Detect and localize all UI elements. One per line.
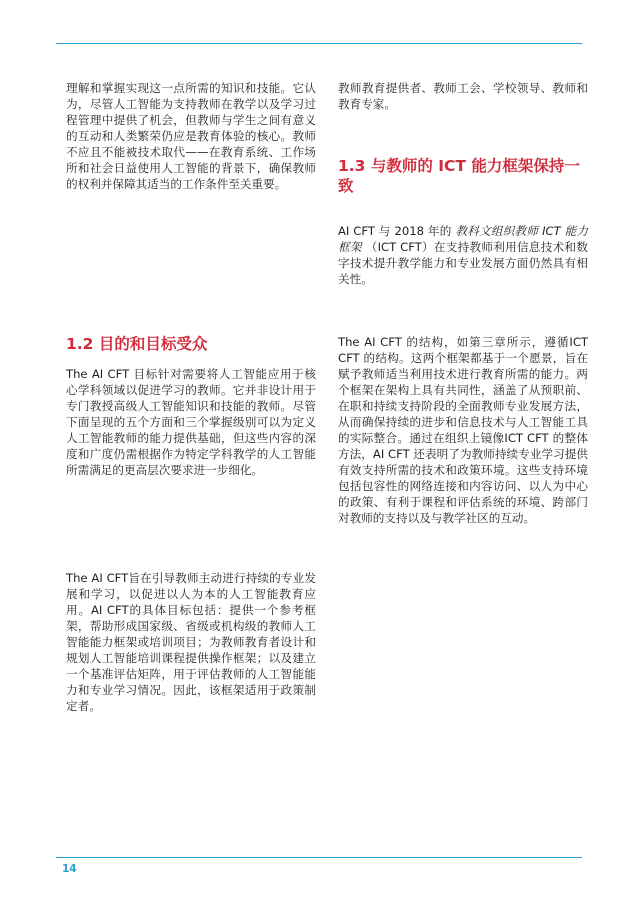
right-para-3	[338, 334, 588, 526]
left-para-3	[66, 570, 316, 714]
left-heading-1-2	[66, 334, 316, 354]
left-para-2	[66, 366, 316, 478]
text-run: （ICT CFT）在支持教师利用信息技术和数字技术提升教学能力和专业发展方面仍然具有相关性。	[338, 240, 588, 286]
body-text	[338, 223, 588, 287]
body-text: 理解和掌握实现这一点所需的知识和技能。它认为，尽管人工智能为支持教师在教学以及学习过程管理中提供了机会，但教师与学生之间有意义的互动和人类繁荣仍应是教育体验的核心。教师不应且不能被技术取代——在教育系统、工作场所和社会日益使用人工智能的背景下，确保教师的权利并保障其适当的工作条件至关重要。	[66, 81, 316, 191]
framework-title: 教科文组织教师 ICT 能力框架	[338, 224, 589, 254]
top-rule	[56, 43, 582, 44]
right-heading-1-3	[338, 156, 588, 196]
right-para-2	[338, 223, 588, 287]
body-text: The AI CFT旨在引导教师主动进行持续的专业发展和学习，以促进以人为本的人工智能教育应用。AI CFT的具体目标包括：提供一个参考框架，帮助形成国家级、省级或机构级的教师人工智能能力框架或培训项目；为教师教育者设计和规划人工智能培训课程提供操作框架；以及建立一个基准评估矩阵，用于评估教师的人工智能能力和专业学习情况。因此，该框架适用于政策制定者。	[66, 571, 316, 713]
bottom-rule	[56, 857, 582, 858]
right-para-1	[338, 80, 588, 112]
page-number: 14	[62, 863, 77, 875]
body-text: 教师教育提供者、教师工会、学校领导、教师和教育专家。	[338, 81, 588, 111]
section-heading: 1.3 与教师的 ICT 能力框架保持一致	[338, 157, 580, 195]
left-para-1	[66, 80, 316, 192]
text-run: AI CFT 与 2018 年的	[338, 224, 456, 238]
section-heading: 1.2 目的和目标受众	[66, 335, 208, 353]
body-text: The AI CFT 目标针对需要将人工智能应用于核心学科领域以促进学习的教师。它并非设计用于专门教授高级人工智能知识和技能的教师。尽管下面呈现的五个方面和三个掌握级别可以为定义人工智能教师的能力提供基础，但这些内容的深度和广度仍需根据作为特定学科教学的人工智能所需满足的更高层次要求进一步细化。	[66, 367, 316, 477]
body-text: The AI CFT 的结构，如第三章所示，遵循ICT CFT 的结构。这两个框架都基于一个愿景，旨在赋予教师适当利用技术进行教育所需的能力。两个框架在架构上具有共同性，涵盖了从预职前、在职和持续支持阶段的全面教师专业发展方法，从而确保持续的进步和信息技术与人工智能工具的实际整合。通过在组织上镜像ICT CFT 的整体方法，AI CFT 还表明了为教师持续专业学习提供有效支持所需的技术和政策环境。这些支持环境包括包容性的网络连接和内容访问、以人为中心的政策、有利于课程和评估系统的环境、跨部门对教师的支持以及与教学社区的互动。	[338, 335, 588, 525]
